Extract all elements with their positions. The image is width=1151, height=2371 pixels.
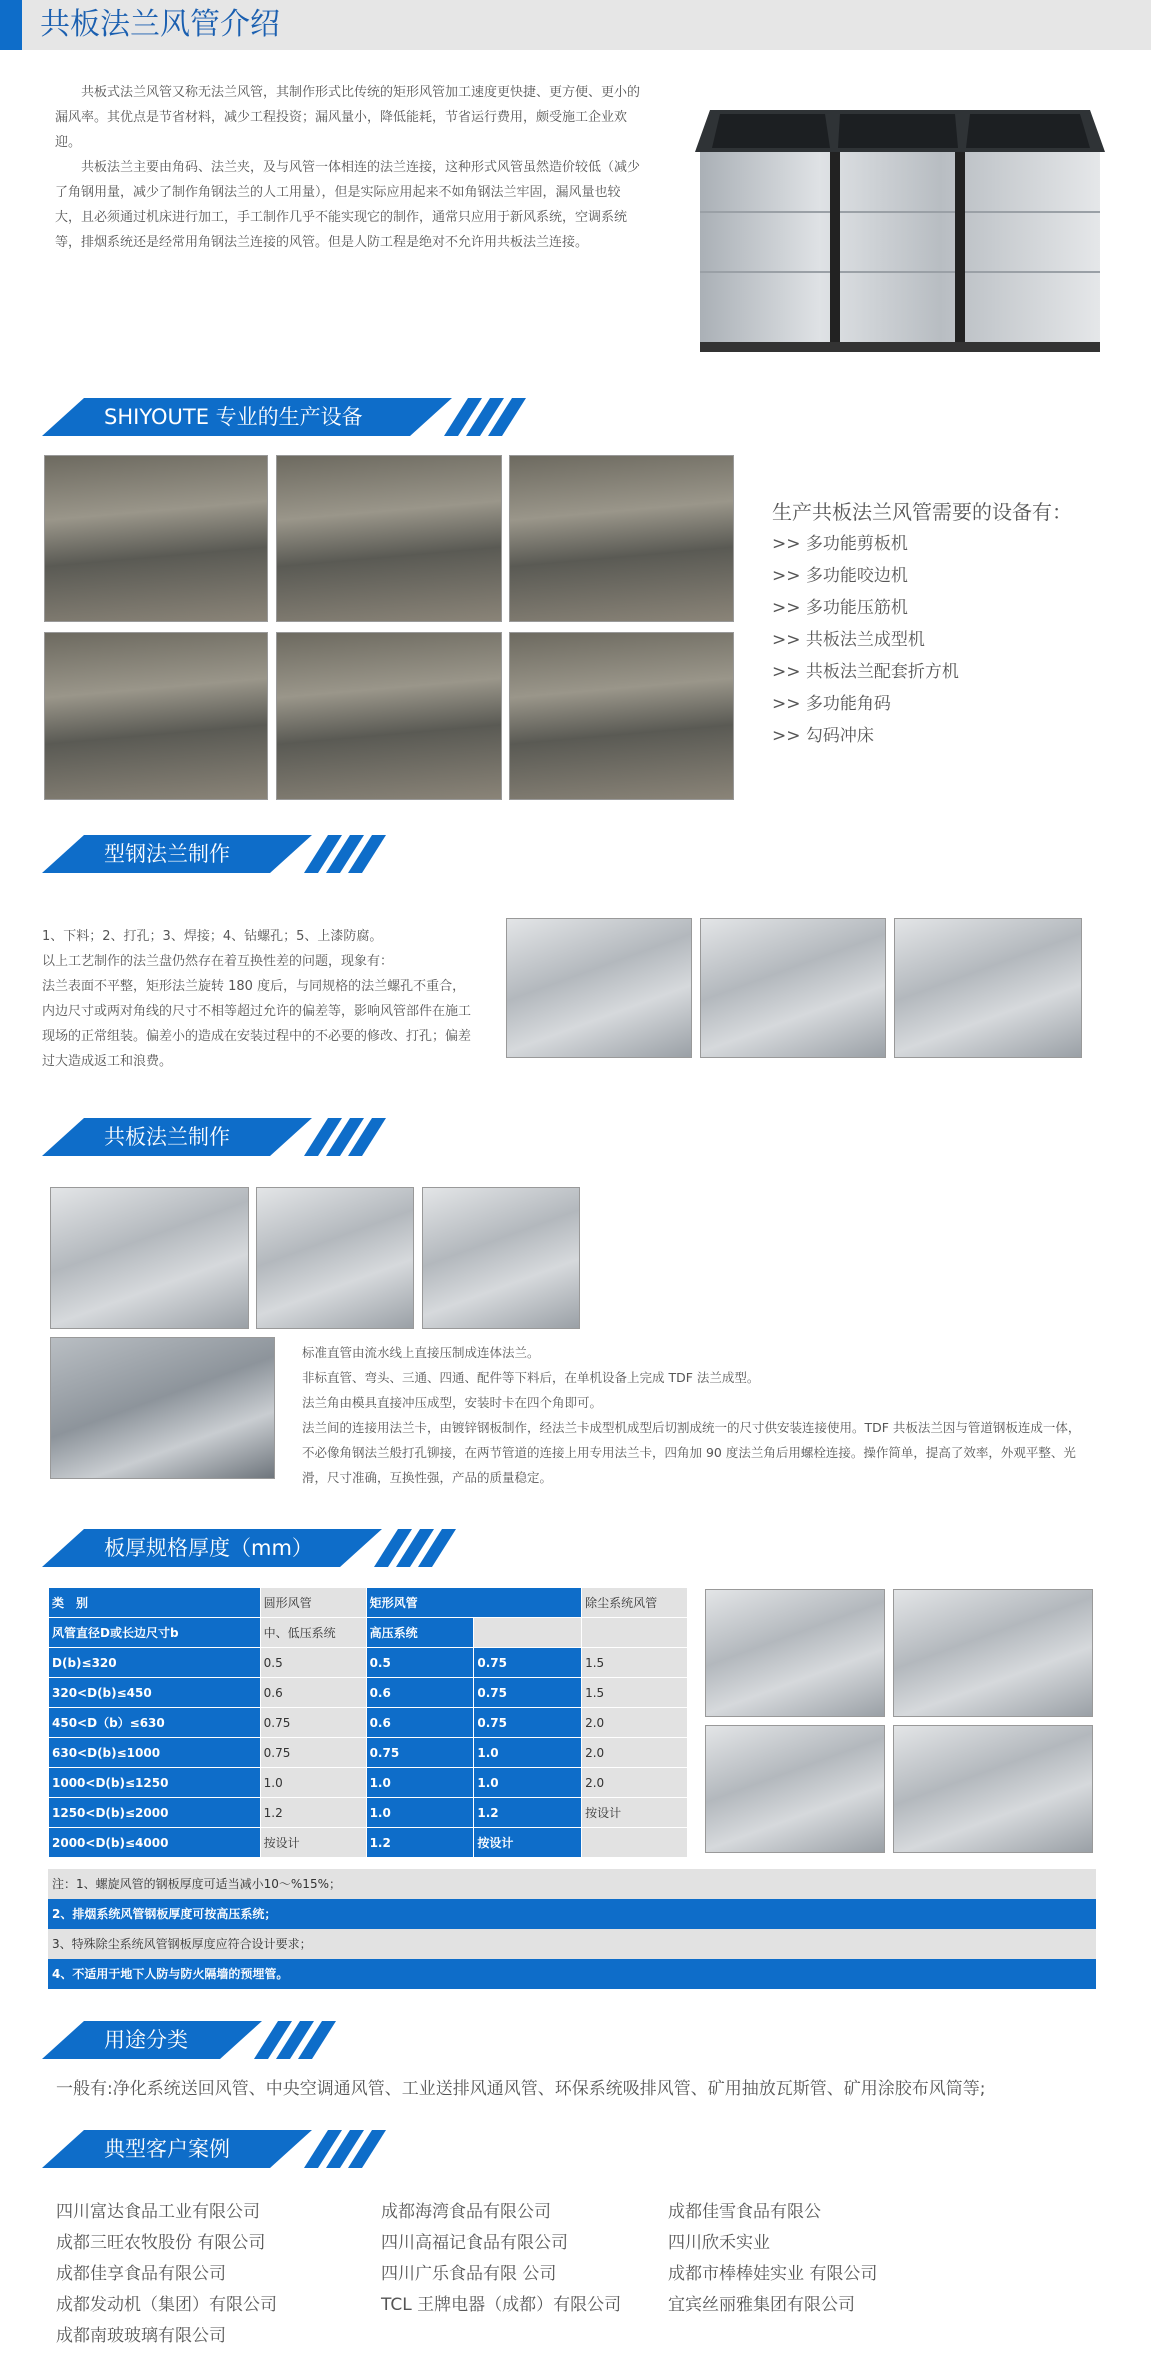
table-cell: 1.0 (366, 1768, 474, 1798)
equipment-list (772, 528, 959, 752)
table-cell: 2.0 (582, 1768, 688, 1798)
table-cell: D(b)≤320 (49, 1648, 261, 1678)
angle-flange-photo-3 (894, 918, 1082, 1058)
table-cell: 1.0 (260, 1768, 366, 1798)
section-title-equipment: SHIYOUTE 专业的生产设备 (104, 405, 363, 429)
client-name: 成都南玻玻璃有限公司 (56, 2326, 226, 2346)
table-cell: 1000<D(b)≤1250 (49, 1768, 261, 1798)
section-title-thickness: 板厚规格厚度（mm） (104, 1536, 313, 1560)
table-note: 2、排烟系统风管钢板厚度可按高压系统； (48, 1899, 1096, 1929)
table-cell: 630<D(b)≤1000 (49, 1738, 261, 1768)
section-banner-clients (42, 2130, 382, 2168)
table-cell: 1.2 (366, 1828, 474, 1858)
section-banner-common-flange (42, 1118, 382, 1156)
intro-paragraph-1: 共板式法兰风管又称无法兰风管，其制作形式比传统的矩形风管加工速度更快捷、更方便、更小的 漏风率。其优点是节省材料，减少工程投资；漏风量小，降低能耗，节省运行费用，颇受施工企业欢迎。 (55, 85, 641, 150)
client-name: 四川高福记食品有限公司 (381, 2233, 568, 2253)
client-name: 四川广乐食品有限 公司 (381, 2264, 557, 2284)
table-cell: 0.5 (366, 1648, 474, 1678)
common-flange-line-1: 标准直管由流水线上直接压制成连体法兰。 (302, 1345, 540, 1360)
common-flange-photo-1 (50, 1187, 249, 1329)
table-header-cell (474, 1618, 582, 1648)
table-cell: 1.2 (474, 1798, 582, 1828)
client-name: 四川富达食品工业有限公司 (56, 2202, 260, 2222)
thickness-table (48, 1587, 688, 1858)
section-banner-equipment (42, 398, 522, 436)
common-flange-photo-4 (50, 1337, 275, 1479)
table-cell: 1.0 (474, 1738, 582, 1768)
equipment-photo-6 (509, 632, 734, 800)
table-cell: 1.5 (582, 1648, 688, 1678)
equipment-photo-3 (509, 455, 734, 622)
common-flange-line-3: 法兰角由模具直接冲压成型，安装时卡在四个角即可。 (302, 1395, 603, 1410)
client-name: 宜宾丝丽雅集团有限公司 (668, 2295, 855, 2315)
section-title-clients: 典型客户案例 (104, 2137, 230, 2161)
equipment-photo-4 (44, 632, 268, 800)
client-column-1 (56, 2197, 277, 2352)
equipment-photo-1 (44, 455, 268, 622)
common-flange-photo-3 (422, 1187, 580, 1329)
table-note: 4、不适用于地下人防与防火隔墙的预埋管。 (48, 1959, 1096, 1989)
page-title: 共板法兰风管介绍 (40, 7, 280, 42)
angle-flange-text (42, 924, 472, 1074)
table-cell (582, 1828, 688, 1858)
equipment-heading: 生产共板法兰风管需要的设备有： (772, 500, 1072, 524)
common-flange-line-2: 非标直管、弯头、三通、四通、配件等下料后，在单机设备上完成 TDF 法兰成型。 (302, 1370, 760, 1385)
section-banner-usage (42, 2021, 332, 2059)
table-header-cell: 矩形风管 (366, 1588, 582, 1618)
table-note: 3、特殊除尘系统风管钢板厚度应符合设计要求； (48, 1929, 1096, 1959)
table-cell: 1.0 (474, 1768, 582, 1798)
table-row (49, 1648, 688, 1678)
table-header-cell: 高压系统 (366, 1618, 474, 1648)
section-title-usage: 用途分类 (104, 2028, 188, 2052)
angle-flange-line-3: 法兰表面不平整，矩形法兰旋转 180 度后，与同规格的法兰螺孔不重合，内边尺寸或两对角线的尺寸不相等超过允许的偏差等，影响风管部件在施工现场的正常组装。偏差小的造成在安装过程中的不必要的修改、打孔；偏差过大造成返工和浪费。 (42, 979, 472, 1069)
table-cell: 0.75 (260, 1738, 366, 1768)
table-cell: 按设计 (260, 1828, 366, 1858)
duct-product-image (690, 82, 1110, 372)
table-cell: 1250<D(b)≤2000 (49, 1798, 261, 1828)
client-name: 四川欣禾实业 (668, 2233, 770, 2253)
usage-text: 一般有:净化系统送回风管、中央空调通风管、工业送排风通风管、环保系统吸排风管、矿用抽放瓦斯管、矿用涂胶布风筒等; (56, 2079, 986, 2099)
equipment-item: >> 多功能咬边机 (772, 566, 908, 586)
table-cell: 1.5 (582, 1678, 688, 1708)
client-name: TCL 王牌电器（成都）有限公司 (381, 2295, 622, 2315)
equipment-item: >> 共板法兰成型机 (772, 630, 925, 650)
table-cell: 0.75 (260, 1708, 366, 1738)
client-name: 成都佳雪食品有限公 (668, 2202, 821, 2222)
angle-flange-line-1: 1、下料；2、打孔；3、焊接；4、钻螺孔；5、上漆防腐。 (42, 929, 383, 944)
table-cell: 450<D（b）≤630 (49, 1708, 261, 1738)
angle-flange-line-2: 以上工艺制作的法兰盘仍然存在着互换性差的问题，现象有： (42, 954, 394, 969)
table-cell: 2000<D(b)≤4000 (49, 1828, 261, 1858)
client-column-3 (668, 2197, 877, 2321)
equipment-item: >> 多功能剪板机 (772, 534, 908, 554)
table-notes (48, 1869, 1096, 1989)
equipment-photo-2 (276, 455, 502, 622)
table-header-cell: 圆形风管 (260, 1588, 366, 1618)
page-title-bar (0, 0, 1151, 50)
equipment-item: >> 勾码冲床 (772, 726, 874, 746)
common-flange-text (302, 1340, 1092, 1490)
client-column-2 (381, 2197, 621, 2321)
table-header-cell (582, 1618, 688, 1648)
common-flange-photo-2 (256, 1187, 414, 1329)
table-row (49, 1828, 688, 1858)
fitting-photo-3 (705, 1725, 885, 1853)
table-header-cell: 风管直径D或长边尺寸b (49, 1618, 261, 1648)
table-cell: 0.75 (474, 1678, 582, 1708)
table-header-cell: 中、低压系统 (260, 1618, 366, 1648)
section-title-angle-flange: 型钢法兰制作 (104, 842, 230, 866)
table-note: 注：1、螺旋风管的钢板厚度可适当减小10～%15%； (48, 1869, 1096, 1899)
table-header-row (49, 1618, 688, 1648)
client-name: 成都海湾食品有限公司 (381, 2202, 551, 2222)
table-row (49, 1768, 688, 1798)
client-name: 成都市棒棒娃实业 有限公司 (668, 2264, 878, 2284)
common-flange-line-4: 法兰间的连接用法兰卡，由镀锌钢板制作，经法兰卡成型机成型后切割成统一的尺寸供安装连接使用。TDF 共板法兰因与管道钢板连成一体，不必像角钢法兰般打孔铆接，在两节管道的连接上用专用法兰卡，四角加 90 度法兰角后用螺栓连接。操作简单，提高了效率，外观平整、光滑，尺寸准确，互换性强，产品的质量稳定。 (302, 1420, 1081, 1485)
equipment-photo-5 (276, 632, 502, 800)
table-cell: 0.6 (366, 1708, 474, 1738)
table-cell: 按设计 (582, 1798, 688, 1828)
fitting-photo-4 (893, 1725, 1093, 1853)
client-name: 成都发动机（集团）有限公司 (56, 2295, 277, 2315)
client-name: 成都佳享食品有限公司 (56, 2264, 226, 2284)
table-cell: 0.5 (260, 1648, 366, 1678)
table-row (49, 1708, 688, 1738)
table-row (49, 1678, 688, 1708)
table-cell: 0.75 (474, 1648, 582, 1678)
angle-flange-photo-1 (506, 918, 692, 1058)
table-cell: 1.2 (260, 1798, 366, 1828)
table-cell: 1.0 (366, 1798, 474, 1828)
equipment-item: >> 多功能压筋机 (772, 598, 908, 618)
table-header-cell: 类 别 (49, 1588, 261, 1618)
table-cell: 320<D(b)≤450 (49, 1678, 261, 1708)
fitting-photo-2 (893, 1589, 1093, 1717)
table-cell: 0.6 (260, 1678, 366, 1708)
intro-paragraph-2: 共板法兰主要由角码、法兰夹，及与风管一体相连的法兰连接，这种形式风管虽然造价较低（减少了角钢用量，减少了制作角钢法兰的人工用量），但是实际应用起来不如角钢法兰牢固，漏风量也较大，且必须通过机床进行加工，手工制作几乎不能实现它的制作，通常只应用于新风系统，空调系统等，排烟系统还是经常用角钢法兰连接的风管。但是人防工程是绝对不允许用共板法兰连接。 (55, 160, 641, 250)
section-banner-thickness (42, 1529, 452, 1567)
table-cell: 2.0 (582, 1708, 688, 1738)
equipment-item: >> 共板法兰配套折方机 (772, 662, 959, 682)
equipment-item: >> 多功能角码 (772, 694, 891, 714)
section-title-common-flange: 共板法兰制作 (104, 1125, 230, 1149)
table-cell: 按设计 (474, 1828, 582, 1858)
title-accent (0, 0, 22, 50)
table-header-row (49, 1588, 688, 1618)
angle-flange-photo-2 (700, 918, 886, 1058)
client-name: 成都三旺农牧股份 有限公司 (56, 2233, 266, 2253)
table-cell: 0.6 (366, 1678, 474, 1708)
table-header-cell: 除尘系统风管 (582, 1588, 688, 1618)
section-banner-angle-flange (42, 835, 382, 873)
table-row (49, 1738, 688, 1768)
table-cell: 0.75 (474, 1708, 582, 1738)
intro-text (55, 80, 645, 255)
fitting-photo-1 (705, 1589, 885, 1717)
table-cell: 0.75 (366, 1738, 474, 1768)
table-row (49, 1798, 688, 1828)
table-cell: 2.0 (582, 1738, 688, 1768)
